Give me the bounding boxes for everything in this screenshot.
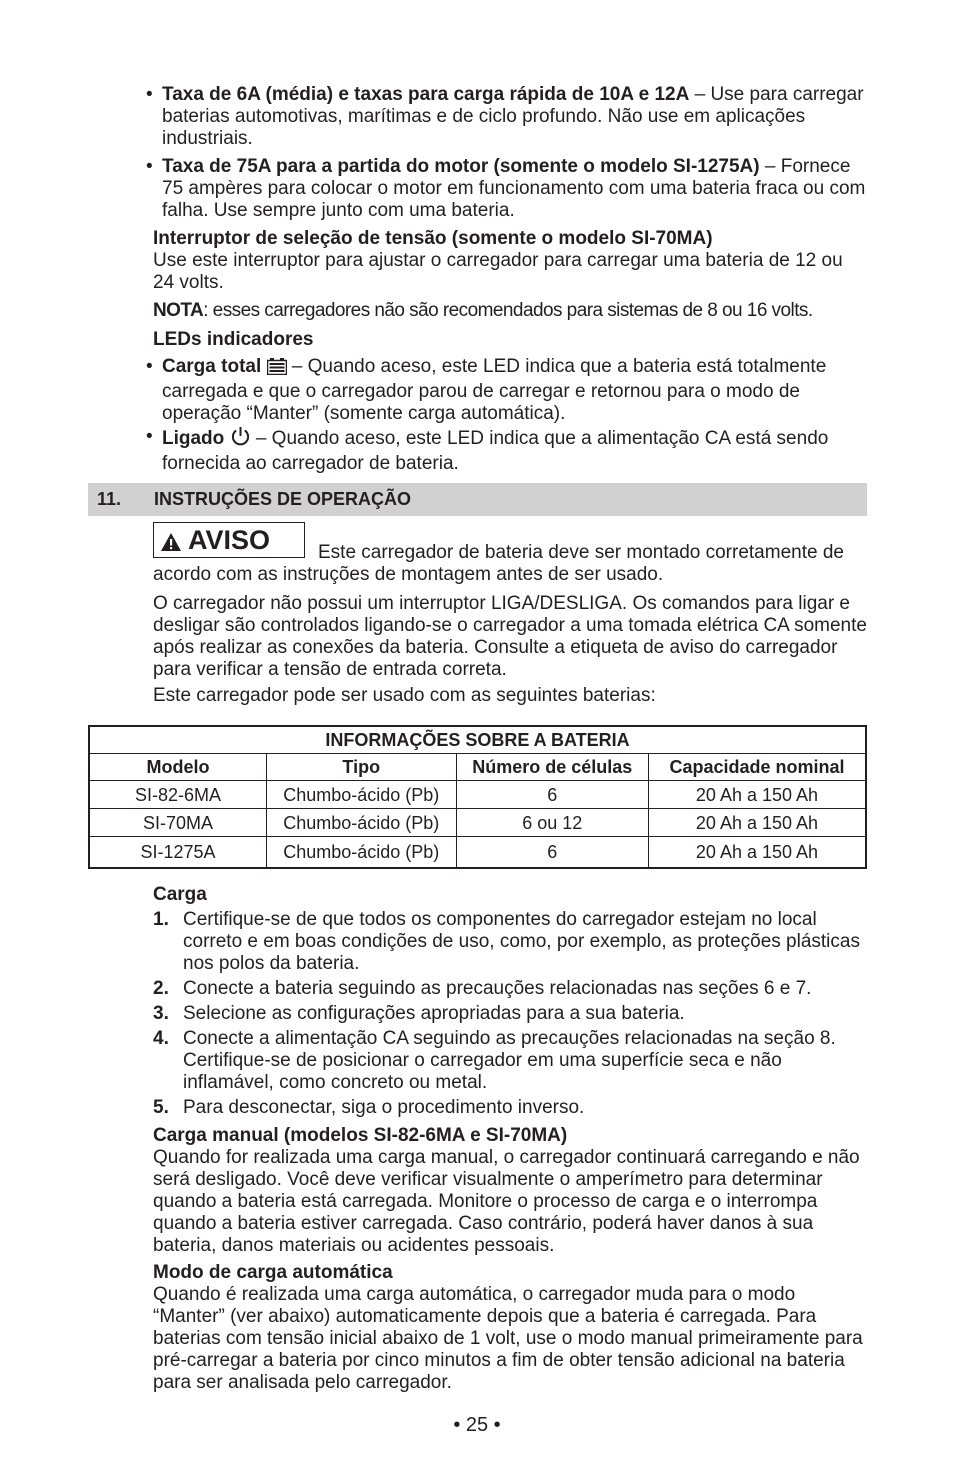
led-full-charge bbox=[146, 356, 868, 425]
manual-charge-block bbox=[153, 1125, 869, 1257]
cell-model: SI-82-6MA bbox=[89, 781, 267, 809]
table-header-row bbox=[89, 754, 866, 781]
step-number: 4. bbox=[153, 1028, 169, 1049]
table-row bbox=[89, 781, 866, 809]
bullet-dot: • bbox=[146, 84, 153, 105]
leds-heading: LEDs indicadores bbox=[153, 329, 314, 350]
header-cells: Número de células bbox=[456, 754, 648, 781]
power-icon bbox=[230, 426, 251, 453]
bullet-rate-6a bbox=[146, 84, 868, 150]
header-capacity: Capacidade nominal bbox=[648, 754, 866, 781]
step-text: Para desconectar, siga o procedimento inverso. bbox=[183, 1097, 585, 1118]
led-power-on-label: Ligado bbox=[162, 428, 225, 449]
bullet-rate-75a bbox=[146, 156, 868, 222]
bullet-text: – Use para carregar baterias automotivas, marítimas e de ciclo profundo. Não use em aplicações industriais. bbox=[162, 84, 864, 149]
cell-type: Chumbo-ácido (Pb) bbox=[267, 837, 457, 869]
note-text: : esses carregadores não são recomendados para sistemas de 8 ou 16 volts. bbox=[203, 300, 813, 321]
cell-capacity: 20 Ah a 150 Ah bbox=[648, 781, 866, 809]
warning-label: AVISO bbox=[188, 525, 271, 555]
step-text: Selecione as configurações apropriadas para a sua bateria. bbox=[183, 1003, 685, 1024]
note-label: NOTA bbox=[153, 300, 204, 321]
cell-cells: 6 ou 12 bbox=[456, 809, 648, 837]
list-item bbox=[153, 978, 868, 1000]
list-item bbox=[153, 1028, 868, 1094]
bullet-dot: • bbox=[146, 426, 153, 447]
section-header bbox=[88, 483, 867, 516]
paragraph-no-switch: O carregador não possui um interruptor LIGA/DESLIGA. Os comandos para ligar e desligar são controlados ligando-se o carregador a uma tomada elétrica CA somente após realizar as conexões da bateria. Consulte a etiqueta de aviso do carregador para verificar a tensão de entrada correta. bbox=[153, 593, 867, 680]
header-model: Modelo bbox=[89, 754, 267, 781]
step-number: 1. bbox=[153, 909, 169, 930]
cell-model: SI-1275A bbox=[89, 837, 267, 869]
step-text: Certifique-se de que todos os componentes do carregador estejam no local correto e em boas condições de uso, como, por exemplo, as proteções plásticas nos polos da bateria. bbox=[183, 909, 860, 974]
cell-cells: 6 bbox=[456, 837, 648, 869]
table-row bbox=[89, 809, 866, 837]
voltage-switch-block bbox=[153, 228, 868, 294]
list-item bbox=[153, 909, 868, 975]
charging-heading: Carga bbox=[153, 884, 207, 905]
header-type: Tipo bbox=[267, 754, 457, 781]
table-row bbox=[89, 837, 866, 869]
cell-type: Chumbo-ácido (Pb) bbox=[267, 781, 457, 809]
cell-type: Chumbo-ácido (Pb) bbox=[267, 809, 457, 837]
bullet-dot: • bbox=[146, 156, 153, 177]
manual-charge-text: Quando for realizada uma carga manual, o carregador continuará carregando e não será desligado. Você deve verificar visualmente o amperímetro para determinar quando a bateria está carregada. Monitore o processo de carga e o interrompa quando a bateria estiver carregada. Caso contrário, poderá haver danos à sua bateria, danos materiais ou acidentes pessoais. bbox=[153, 1147, 860, 1256]
step-text: Conecte a alimentação CA seguindo as precauções relacionadas na seção 8. Certifique-se de posicionar o carregador em uma superfície seca e não inflamável, como concreto ou metal. bbox=[183, 1028, 836, 1093]
paragraph-batteries-intro: Este carregador pode ser usado com as seguintes baterias: bbox=[153, 685, 656, 706]
voltage-switch-text: Use este interruptor para ajustar o carregador para carregar uma bateria de 12 ou 24 volts. bbox=[153, 250, 843, 293]
page-number: • 25 • bbox=[453, 1414, 501, 1436]
bullet-bold: Taxa de 75A para a partida do motor (somente o modelo SI-1275A) bbox=[162, 156, 760, 177]
list-item bbox=[153, 1003, 868, 1025]
cell-cells: 6 bbox=[456, 781, 648, 809]
section-title: INSTRUÇÕES DE OPERAÇÃO bbox=[154, 489, 412, 509]
led-power-on bbox=[146, 426, 868, 475]
auto-charge-text: Quando é realizada uma carga automática, o carregador muda para o modo “Manter” (ver abaixo) automaticamente depois que a bateria é carregada. Para baterias com tensão inicial abaixo de 1 volt, use o modo manual primeiramente para pré-carregar a bateria por cinco minutos a fim de obter tensão adicional na bateria para ser analisada pelo carregador. bbox=[153, 1284, 863, 1393]
cell-model: SI-70MA bbox=[89, 809, 267, 837]
auto-charge-heading: Modo de carga automática bbox=[153, 1262, 393, 1283]
bullet-text: – Fornece 75 ampères para colocar o motor em funcionamento com uma bateria fraca ou com falha. Use sempre junto com uma bateria. bbox=[162, 156, 866, 221]
bullet-dot: • bbox=[146, 356, 153, 377]
auto-charge-block bbox=[153, 1262, 869, 1394]
led-full-charge-text: – Quando aceso, este LED indica que a bateria está totalmente carregada e que o carregador parou de carregar e retornou para o modo de operação “Manter” (somente carga automática). bbox=[162, 356, 827, 424]
bullet-bold: Taxa de 6A (média) e taxas para carga rápida de 10A e 12A bbox=[162, 84, 690, 105]
battery-info-table bbox=[88, 725, 867, 869]
section-number: 11. bbox=[97, 489, 122, 509]
led-full-charge-label: Carga total bbox=[162, 356, 262, 377]
step-text: Conecte a bateria seguindo as precauções relacionadas nas seções 6 e 7. bbox=[183, 978, 812, 999]
led-power-on-text: – Quando aceso, este LED indica que a alimentação CA está sendo fornecida ao carregador de bateria. bbox=[162, 428, 829, 474]
cell-capacity: 20 Ah a 150 Ah bbox=[648, 837, 866, 869]
note-block bbox=[153, 300, 873, 322]
step-number: 2. bbox=[153, 978, 169, 999]
voltage-switch-heading: Interruptor de seleção de tensão (somente o modelo SI-70MA) bbox=[153, 228, 713, 249]
step-number: 3. bbox=[153, 1003, 169, 1024]
step-number: 5. bbox=[153, 1097, 169, 1118]
table-title: INFORMAÇÕES SOBRE A BATERIA bbox=[89, 726, 866, 754]
warning-text: Este carregador de bateria deve ser montado corretamente de acordo com as instruções de montagem antes de ser usado. bbox=[153, 542, 844, 585]
cell-capacity: 20 Ah a 150 Ah bbox=[648, 809, 866, 837]
battery-full-icon bbox=[267, 358, 287, 381]
table-title-row bbox=[89, 726, 866, 754]
list-item bbox=[153, 1097, 868, 1119]
manual-charge-heading: Carga manual (modelos SI-82-6MA e SI-70MA) bbox=[153, 1125, 568, 1146]
